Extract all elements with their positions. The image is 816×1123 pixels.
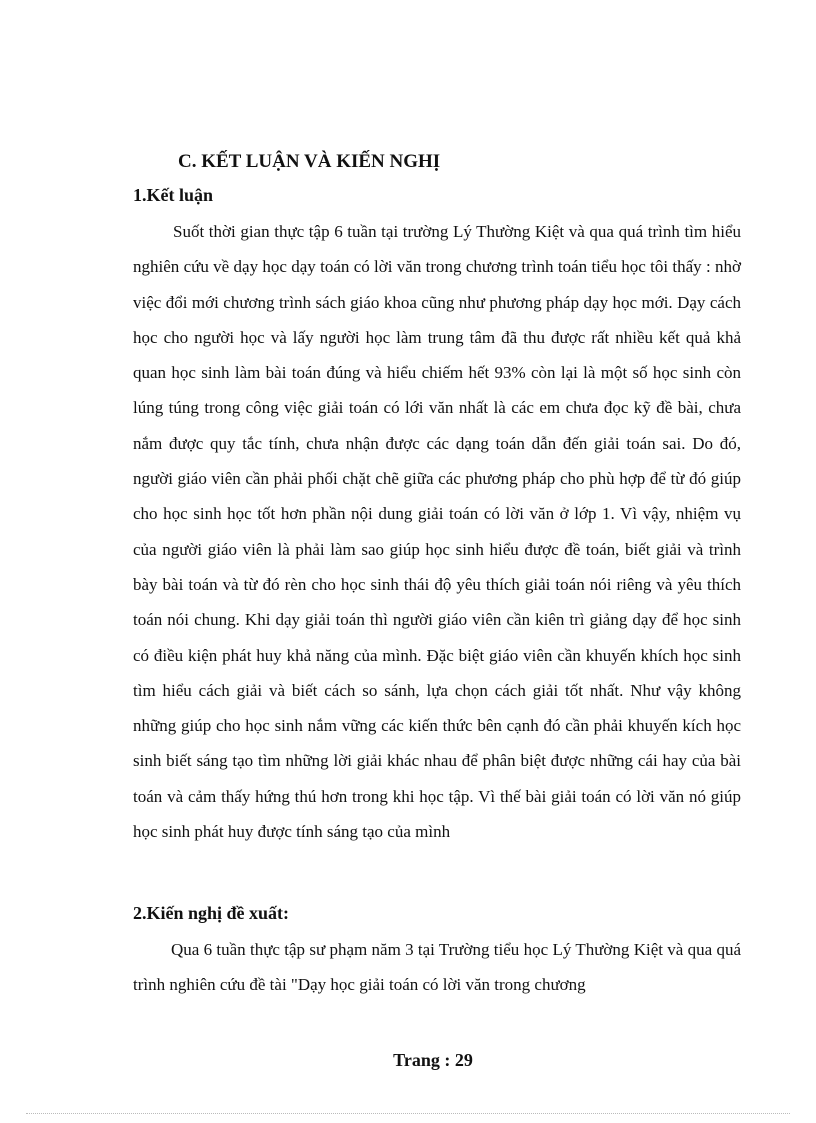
- bottom-divider: [26, 1113, 790, 1114]
- page-footer: [0, 1050, 816, 1071]
- chapter-heading: C. KẾT LUẬN VÀ KIẾN NGHỊ: [178, 151, 441, 172]
- recommendation-paragraph: Qua 6 tuần thực tập sư phạm năm 3 tại Trường tiểu học Lý Thường Kiệt và qua quá trình nghiên cứu đề tài "Dạy học giải toán có lời văn trong chương: [133, 940, 741, 995]
- section-title-recommendation: 2.Kiến nghị đề xuất:: [133, 903, 290, 923]
- page-number: Trang : 29: [393, 1050, 473, 1070]
- conclusion-paragraph: Suốt thời gian thực tập 6 tuần tại trường Lý Thường Kiệt và qua quá trình tìm hiểu nghiên cứu về dạy học dạy toán có lời văn trong chương trình toán tiểu học tôi thấy : nhờ việc đổi mới chương trình sách giáo khoa cũng như phương pháp dạy học mới. Dạy cách học cho người học và lấy người học làm trung tâm đã thu được rất nhiều kết quả khả quan học sinh làm bài toán đúng và hiểu chiếm hết 93% còn lại là một số học sinh còn lúng túng trong công việc giải toán có lới văn nhất là các em chưa đọc kỹ đề bài, chưa nắm được quy tắc tính, chưa nhận được các dạng toán dẫn đến giải toán sai. Do đó, người giáo viên cần phải phối chặt chẽ giữa các phương pháp cho phù hợp để từ đó giúp cho học sinh học tốt hơn phần nội dung giải toán có lời văn ở lớp 1. Vì vậy, nhiệm vụ của người giáo viên là phải làm sao giúp học sinh hiểu được đề toán, biết giải và trình bày bài toán và từ đó rèn cho học sinh thái độ yêu thích giải toán nói riêng và yêu thích toán nói chung. Khi dạy giải toán thì người giáo viên cần kiên trì giảng dạy để học sinh có điều kiện phát huy khả năng của mình. Đặc biệt giáo viên cần khuyến khích học sinh tìm hiểu cách giải và biết cách so sánh, lựa chọn cách giải tốt nhất. Như vậy không những giúp cho học sinh nắm vững các kiến thức bên cạnh đó cần phải khuyến kích học sinh biết sáng tạo tìm những lời giải khác nhau để phân biệt được những cái hay của bài toán và cảm thấy hứng thú hơn trong khi học tập. Vì thế bài giải toán có lời văn nó giúp học sinh phát huy được tính sáng tạo của mình: [133, 222, 741, 842]
- section-title-conclusion: 1.Kết luận: [133, 185, 214, 205]
